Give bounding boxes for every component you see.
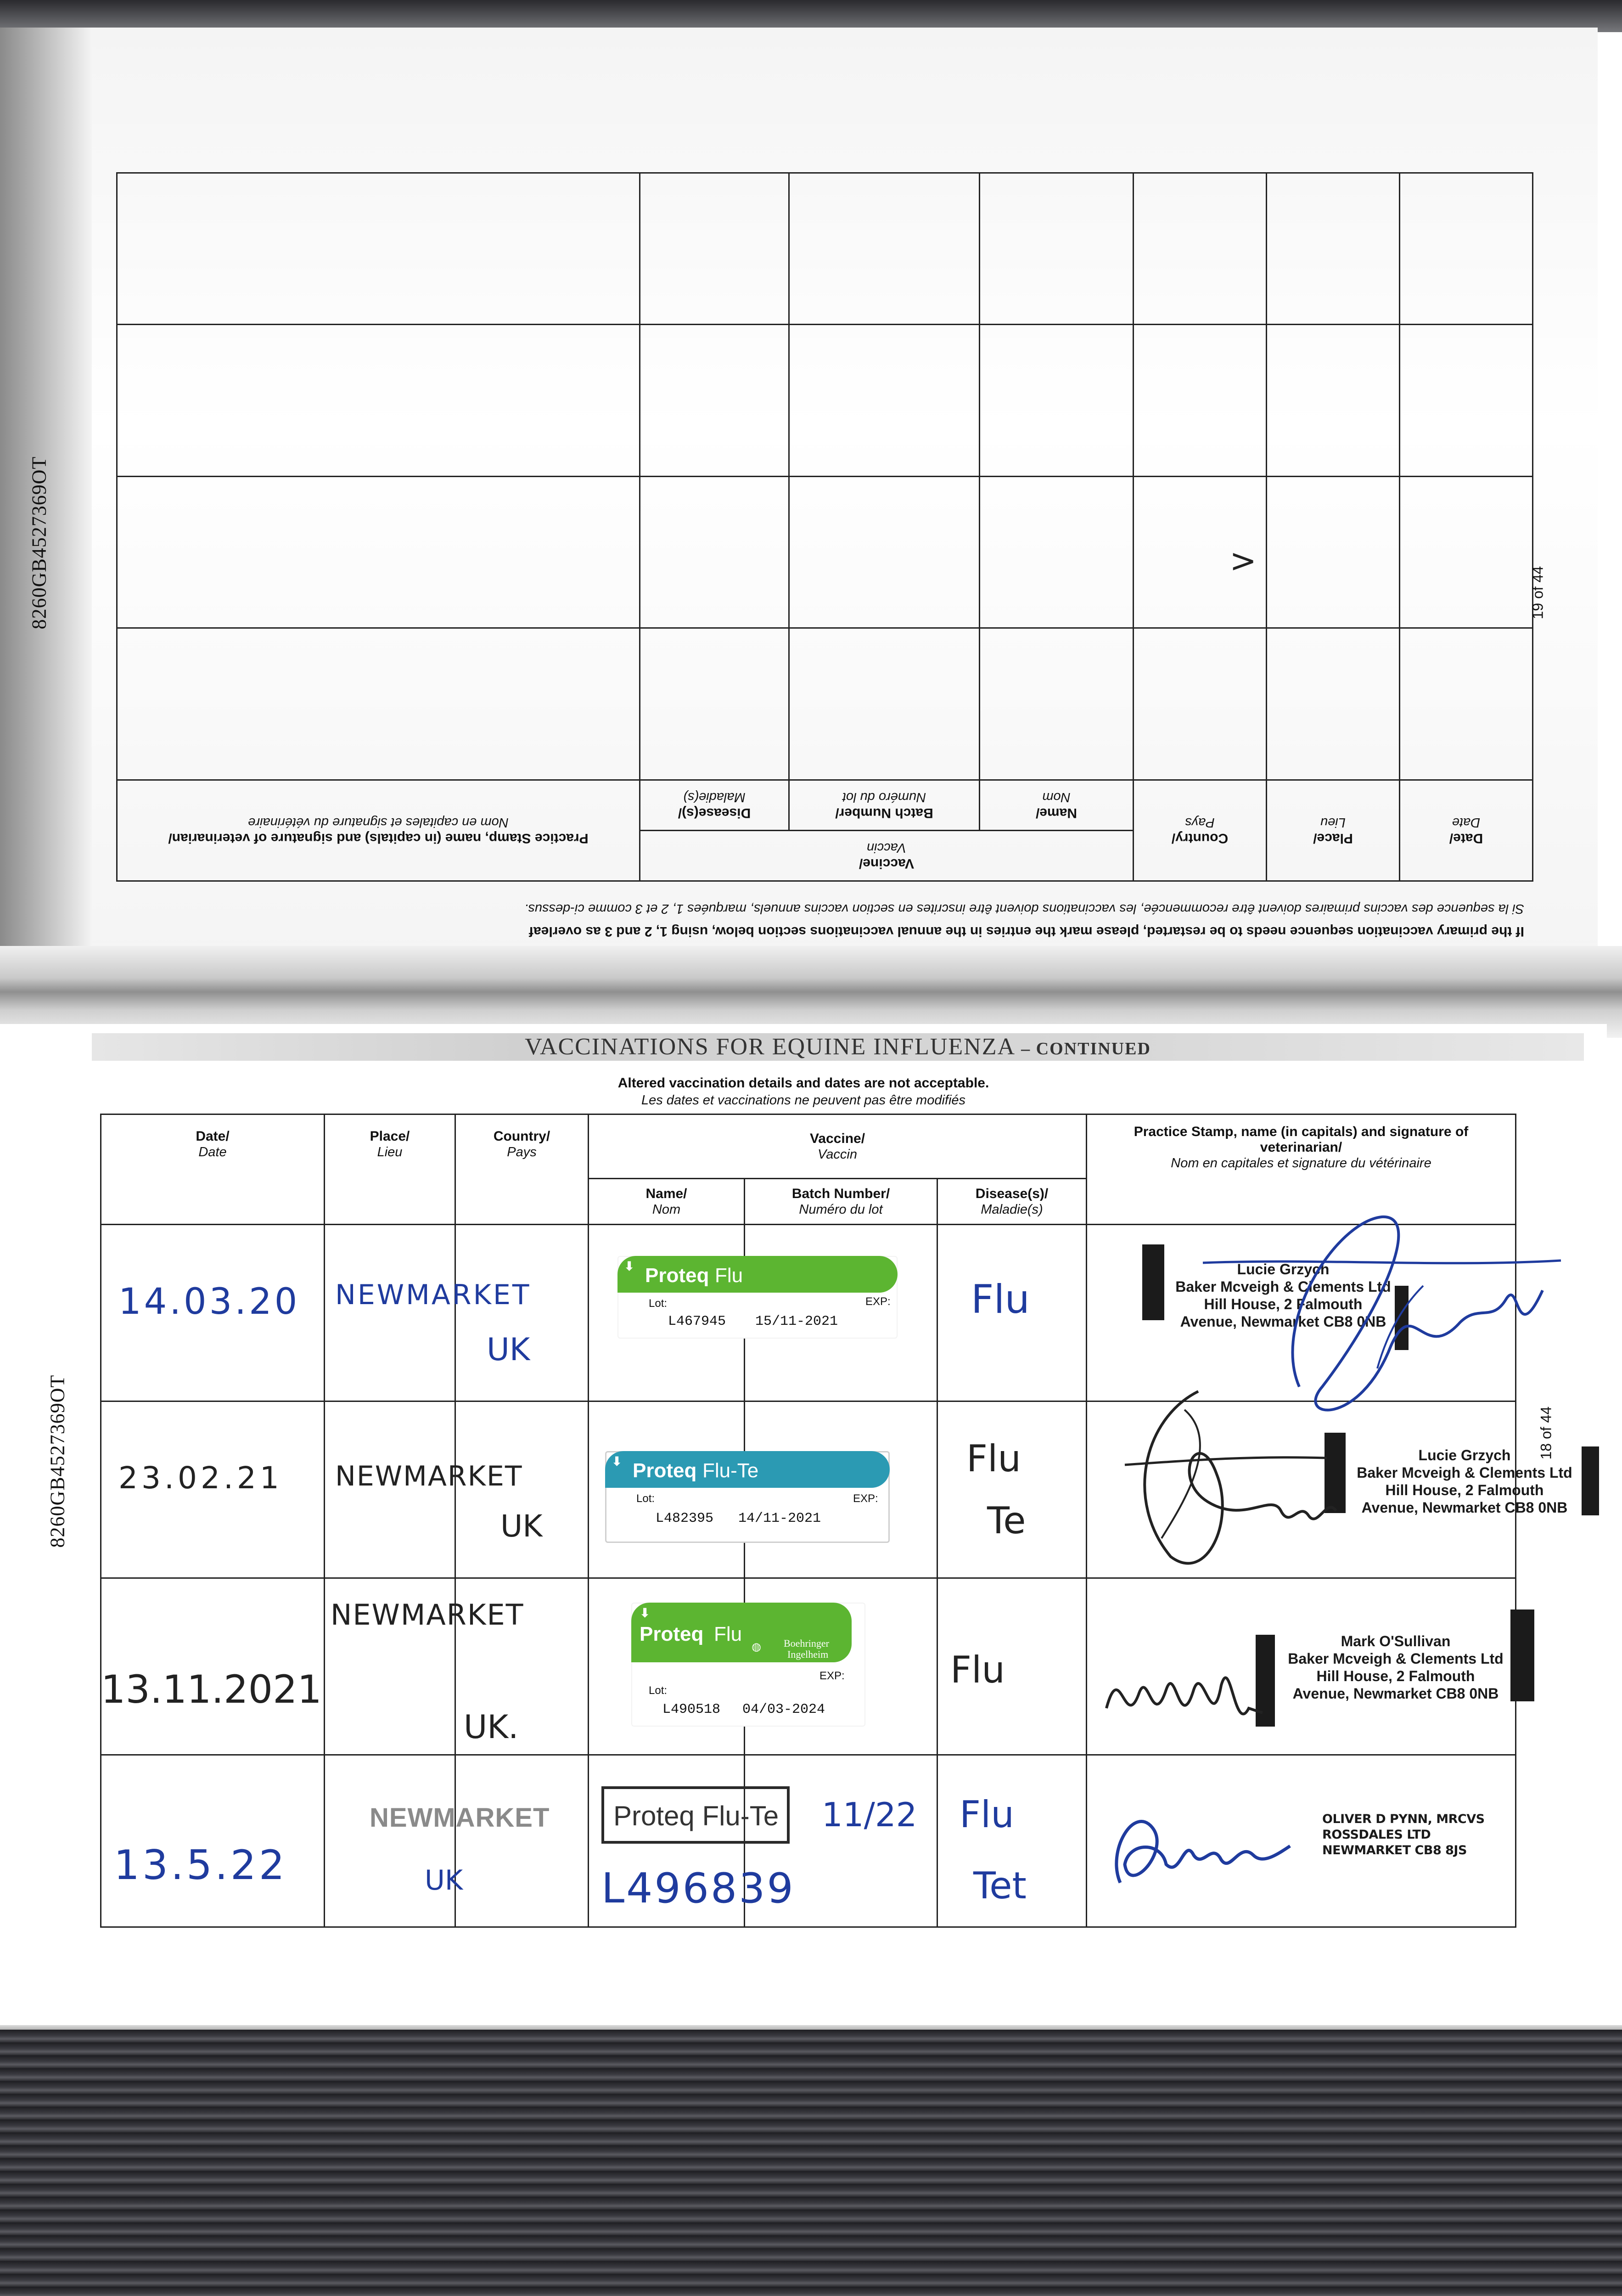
label-maker-logo-icon: ◍ xyxy=(752,1641,761,1653)
row4-expiry: 11/22 xyxy=(822,1795,917,1834)
label-expiry: 14/11-2021 xyxy=(738,1511,821,1526)
table-cell xyxy=(101,1578,325,1755)
upper-vaccination-table xyxy=(116,172,1533,882)
table-cell xyxy=(789,476,980,628)
label-product: Flu xyxy=(714,1623,742,1645)
table-cell xyxy=(1267,173,1400,325)
table-cell xyxy=(325,1755,455,1927)
table-cell xyxy=(980,325,1134,476)
row4-signature xyxy=(1102,1791,1295,1901)
table-cell xyxy=(1267,325,1400,476)
scanner-background xyxy=(0,2030,1622,2296)
row3-disease: Flu xyxy=(950,1649,1005,1691)
upper-page-content xyxy=(92,87,1533,1006)
lower-page-title: VACCINATIONS FOR EQUINE INFLUENZA – CONTINUED xyxy=(525,1034,1151,1060)
table-cell xyxy=(1134,325,1267,476)
lower-notice-fr: Les dates et vaccinations ne peuvent pas être modifiés xyxy=(641,1093,966,1108)
table-cell xyxy=(117,628,640,780)
stamp-bar xyxy=(1142,1244,1164,1320)
label-lot-number: L490518 xyxy=(662,1702,721,1717)
row3-vaccine-label xyxy=(631,1603,865,1727)
row4-disease: Flu xyxy=(960,1793,1014,1836)
label-maker: Ingelheim xyxy=(787,1649,829,1660)
passport-id-lower: 8260GB4527369OT xyxy=(46,1374,69,1548)
table-cell xyxy=(980,173,1134,325)
table-cell xyxy=(1134,173,1267,325)
table-cell xyxy=(789,173,980,325)
table-cell xyxy=(1134,628,1267,780)
row3-vet-stamp xyxy=(1276,1632,1515,1702)
row4-disease-2: Tet xyxy=(973,1864,1027,1907)
row4-vaccine-name: Proteq Flu-Te xyxy=(613,1801,779,1831)
header-disease: Disease(s)/ Maladie(s) xyxy=(937,1179,1087,1225)
header-place: Place/ Lieu xyxy=(1267,780,1400,881)
row1-place: NEWMARKET xyxy=(335,1279,531,1311)
table-cell xyxy=(455,1755,589,1927)
vet-name: Lucie Grzych xyxy=(1418,1447,1511,1463)
table-cell xyxy=(980,628,1134,780)
header-place: Place/ Lieu xyxy=(325,1114,455,1225)
restart-note-fr: Si la sequence des vaccins primaires doivent être recommencée, les vaccinations doivent être inscrites en section vaccins annuels, marquées 1, 2 et 3 comme ci-dessus. xyxy=(524,901,1524,916)
row2-vaccine-label xyxy=(605,1451,890,1543)
label-expiry: 04/03-2024 xyxy=(742,1702,825,1717)
label-product: Flu-Te xyxy=(702,1459,759,1482)
stamp-bar xyxy=(1582,1446,1599,1515)
table-cell xyxy=(640,173,789,325)
label-header xyxy=(617,1256,898,1293)
header-vaccine: Vaccine/ Vaccin xyxy=(589,1114,1087,1179)
label-product: Flu xyxy=(715,1264,743,1287)
table-cell xyxy=(1400,325,1533,476)
header-batch: Batch Number/ Numéro du lot xyxy=(745,1179,937,1225)
row4-country: UK xyxy=(425,1864,463,1896)
label-brand: Proteq xyxy=(640,1623,704,1645)
vet-practice: Baker Mcveigh & Clements Ltd xyxy=(1175,1278,1391,1295)
table-cell xyxy=(1400,628,1533,780)
table-cell xyxy=(117,476,640,628)
label-expiry: 15/11-2021 xyxy=(755,1314,838,1329)
label-exp-label: EXP: xyxy=(853,1492,878,1505)
restart-note-en: If the primary vaccination sequence needs to be restarted, please mark the entries in the annual vaccinations section below, using 1, 2 and 3 as overleaf xyxy=(529,924,1524,939)
header-practice-stamp: Practice Stamp, name (in capitals) and signature of veterinarian/ Nom en capitales et signature du vétérinaire xyxy=(1087,1114,1516,1225)
table-cell xyxy=(117,325,640,476)
row3-date: 13.11.2021 xyxy=(101,1667,322,1712)
header-name: Name/ Nom xyxy=(589,1179,745,1225)
table-cell xyxy=(1134,476,1267,628)
vet-address: Hill House, 2 Falmouth xyxy=(1204,1296,1363,1312)
vet-address: Avenue, Newmarket CB8 0NB xyxy=(1292,1685,1499,1702)
table-cell xyxy=(1400,173,1533,325)
row2-vet-stamp xyxy=(1345,1446,1584,1516)
vet-name: Lucie Grzych xyxy=(1237,1261,1330,1277)
header-practice-stamp: Practice Stamp, name (in capitals) and signature of veterinarian/ Nom en capitales et signature du vétérinaire xyxy=(117,780,640,881)
label-brand: Proteq xyxy=(645,1264,709,1287)
label-lot-label: Lot: xyxy=(649,1684,668,1697)
header-date: Date/ Date xyxy=(1400,780,1533,881)
row2-date: 23.02.21 xyxy=(118,1460,283,1496)
vet-address: Hill House, 2 Falmouth xyxy=(1316,1668,1475,1684)
header-country: Country/ Pays xyxy=(1134,780,1267,881)
header-name: Name/ Nom xyxy=(980,780,1134,830)
table-cell xyxy=(640,325,789,476)
table-cell xyxy=(455,1225,589,1401)
table-cell xyxy=(980,476,1134,628)
row3-signature xyxy=(1102,1639,1267,1750)
vet-practice: ROSSDALES LTD xyxy=(1322,1828,1431,1842)
label-exp-label: EXP: xyxy=(819,1670,845,1682)
table-cell xyxy=(789,628,980,780)
vet-address: NEWMARKET CB8 8JS xyxy=(1322,1843,1467,1857)
label-header xyxy=(605,1451,890,1488)
vet-address: Hill House, 2 Falmouth xyxy=(1385,1482,1544,1498)
row4-batch: L496839 xyxy=(601,1864,795,1913)
label-exp-label: EXP: xyxy=(865,1295,891,1308)
vet-address: Avenue, Newmarket CB8 0NB xyxy=(1361,1499,1568,1516)
row2-signature xyxy=(1116,1364,1345,1593)
table-cell xyxy=(325,1225,455,1401)
label-arrow-icon: ⬇ xyxy=(612,1454,623,1469)
label-maker: Boehringer xyxy=(784,1638,829,1649)
row4-vaccine-stamp xyxy=(601,1786,790,1844)
handwritten-mark: < xyxy=(1229,544,1257,582)
label-lot-number: L467945 xyxy=(668,1314,726,1329)
vet-practice: Baker Mcveigh & Clements Ltd xyxy=(1357,1464,1572,1481)
label-lot-label: Lot: xyxy=(636,1492,655,1505)
row2-place: NEWMARKET xyxy=(335,1460,523,1492)
table-cell xyxy=(101,1755,325,1927)
vet-practice: Baker Mcveigh & Clements Ltd xyxy=(1288,1650,1504,1667)
row3-country: UK. xyxy=(464,1708,519,1746)
table-cell xyxy=(117,173,640,325)
row4-vet-stamp xyxy=(1322,1812,1487,1858)
row4-date: 13.5.22 xyxy=(114,1841,287,1889)
vet-address: Avenue, Newmarket CB8 0NB xyxy=(1180,1313,1386,1330)
label-lot-label: Lot: xyxy=(649,1297,668,1310)
label-header xyxy=(631,1603,852,1662)
label-arrow-icon: ⬇ xyxy=(640,1606,651,1620)
vet-name: OLIVER D PYNN, MRCVS xyxy=(1322,1812,1485,1826)
table-cell xyxy=(640,476,789,628)
header-date: Date/ Date xyxy=(101,1114,325,1225)
row1-country: UK xyxy=(487,1332,530,1368)
row3-place: NEWMARKET xyxy=(331,1598,524,1632)
label-arrow-icon: ⬇ xyxy=(624,1259,635,1273)
row4-place: NEWMARKET xyxy=(370,1803,550,1833)
page-number-lower: 18 of 44 xyxy=(1538,1406,1555,1460)
vet-name: Mark O'Sullivan xyxy=(1341,1633,1451,1649)
page-number-upper: 19 of 44 xyxy=(1529,566,1546,619)
table-cell xyxy=(1267,476,1400,628)
lower-notice-en: Altered vaccination details and dates are not acceptable. xyxy=(617,1075,989,1091)
table-cell xyxy=(640,628,789,780)
row2-country: UK xyxy=(500,1508,543,1544)
header-country: Country/ Pays xyxy=(455,1114,589,1225)
header-batch: Batch Number/ Numéro du lot xyxy=(789,780,980,830)
label-lot-number: L482395 xyxy=(656,1511,714,1526)
header-disease: Disease(s)/ Maladie(s) xyxy=(640,780,789,830)
row1-date: 14.03.20 xyxy=(118,1281,300,1322)
row1-vaccine-label xyxy=(617,1256,898,1339)
row2-disease-2: Te xyxy=(987,1499,1026,1542)
row1-disease: Flu xyxy=(971,1277,1030,1322)
header-vaccine: Vaccine/ Vaccin xyxy=(640,830,1134,881)
label-brand: Proteq xyxy=(633,1459,697,1482)
table-cell xyxy=(789,325,980,476)
row2-disease: Flu xyxy=(966,1437,1021,1480)
passport-id-upper: 8260GB4527369OT xyxy=(28,456,51,630)
table-cell xyxy=(1267,628,1400,780)
table-cell xyxy=(1400,476,1533,628)
table-cell xyxy=(937,1401,1087,1578)
